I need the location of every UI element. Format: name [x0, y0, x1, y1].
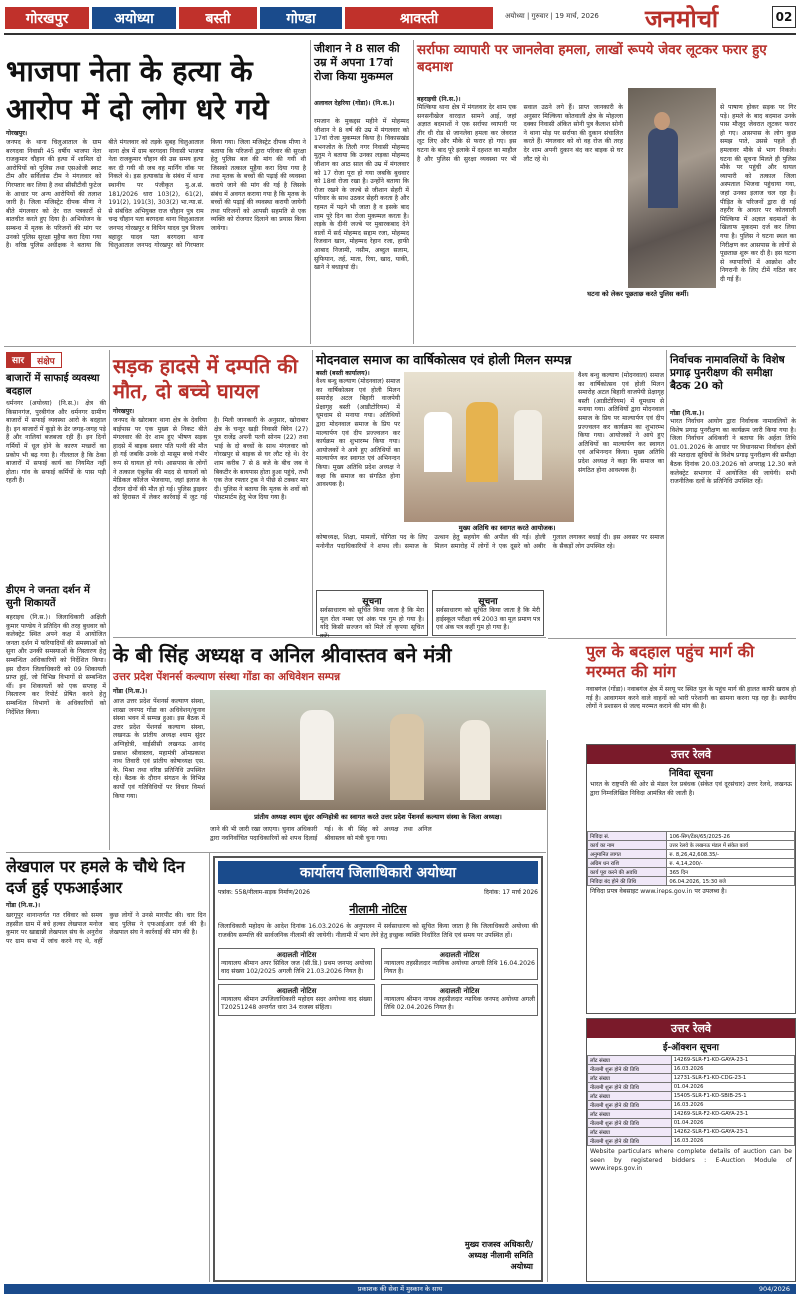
story5-photo [404, 372, 574, 522]
table-value: 14269-SLR-F1-KD-GAYA-23-1 [671, 1056, 794, 1065]
table-label: नीलामी शुरू होने की तिथि [588, 1101, 672, 1110]
table-value: 12731-SLR-F1-KD-CDG-23-1 [671, 1074, 794, 1083]
tab-shravasti: श्रावस्ती [344, 6, 494, 30]
story1-body: जनपद के थाना चिलुआताल के ग्राम बरगदवा निवासी 45 वर्षीय भाजपा नेता राजकुमार चौहान की हत्या में शामिल दो आरोपियों को पुलिस तथा एसओजी स्वाट टीम और सर्विलांस टीम ने मंगलवार को गिरफ्तार कर लिया है तथा सीसीटीवी फुटेज के आधार पर अन्य आरोपियों की तलाश जारी है। जिला मजिस्ट्रेट दीपक मीणा ने बीते मंगलवार को देर रात पत्रकारों से बातचीत करते हुए दिया है। अभियोजन के सम्बन्ध में मृतक के परिजनों की मांग पर उनको पुलिस सुरक्षा मुहैया करा दिया गया है। वरिष्ठ पुलिस अधीक्षक ने बताया कि बीते मंगलवार को तड़के सुबह चिलुआताल थाना क्षेत्र में ग्राम बरगदवा निवासी भाजपा नेता राजकुमार चौहान की उस समय हत्या कर दी गयी थी जब वह मार्निंग वॉक पर निकले थे। इस हत्याकांड के संबंध में थाना स्थानीय पर पंजीकृत मु.अ.सं. 181/2026 धारा 103(2), 61(2), 191(2), 191(3), 303(2) भा.न्या.सं. से संबंधित अभियुक्त राज चौहान पुत्र राम चन्द्र चौहान पता बरगदवा थाना चिलुआताल जनपद गोरखपुर व विपिन यादव पुत्र विजय बहादुर यादव पता बरगदवा थाना चिलुआताल जनपद गोरखपुर को गिरफ्तार किया गया। जिला मजिस्ट्रेट दीपक मीणा ने बताया कि परिजनों द्वारा परिवार की सुरक्षा हेतु पुलिस बल की मांग की गयी थी जिसको तत्काल मुहैया करा दिया गया है तथा मृतक के बच्चों की पढ़ाई की व्यवस्था कराये जाने की मांग की गई है जिसके संबंध में अवगत कराया गया है कि मृतक के बच्चों की पढ़ाई की व्यवस्था करायी जायेगी तथा परिजनों को आपसी सहमति से एक व्यक्ति को रोजगार दिलाने का प्रयास किया जायेगा। [6, 139, 306, 250]
tender1-footer: निविदा प्रपत्र वेबसाइट www.ireps.gov.in पर उपलब्ध है। [590, 888, 727, 895]
table-label: अनुमानित लागत [588, 850, 667, 859]
story5-dateline: बस्ती (बस्ती कार्यालय)। [316, 370, 370, 377]
footer-bar [4, 1284, 796, 1294]
story5-side: वैश्य बन्धु कल्याण (मोदनवाल) समाज का वार्षिकोत्सव एवं होली मिलन समारोह अटल बिहारी वाजपेयी प्रेक्षागृह बस्ती (आडीटोरियम) में धूमधाम से मनाया गया। अतिथियों द्वारा मोदनवाल समाज के प्रिय पर माल्यार्पण एवं दीप प्रज्ज्वलन कर कार्यक्रम का शुभारम्भ किया गया। आयोजकों ने आये हुए अतिथियों का माल्यार्पण कर स्वागत एवं अभिनन्दन किया। मुख्य अतिथि प्रदेश अध्यक्ष ने कहा कि समाज का संगठित होना आवश्यक है। [578, 372, 664, 474]
table-value: रु. 4,14,200/- [667, 859, 795, 868]
story6-dateline: गोंडा (नि.स.)। [670, 410, 705, 417]
table-label: निविदा सं. [588, 832, 667, 841]
table-row [588, 1074, 795, 1083]
tender1-intro: भारत के राष्ट्रपति की ओर से मंडल रेल प्रबंधक (संकेत एवं दूरसंचार) उत्तर रेलवे, लखनऊ द्वारा निम्नलिखित निविदा आमंत्रित की जाती है। [590, 781, 792, 797]
auction-notice [213, 856, 543, 1282]
table-value: 06.04.2026, 15:30 बजे [667, 877, 795, 886]
table-label: लॉट संख्या [588, 1110, 672, 1119]
sidebar-label [6, 352, 106, 368]
classified-title: अदालती नोटिस [439, 986, 480, 995]
story8-dateline: गोंडा (नि.स.)। [113, 688, 148, 695]
story2-body: रमजान के मुकद्दस महीने में मोहम्मद जीशान ने 8 वर्ष की उम्र में मंगलवार को 17वां रोजा मुकम्मल किया है। विकासखंड बभनजोत के तिलौ नगर निवासी मोहम्मद मुतुम ने बताया कि उनका लड़का मोहम्मद जीशान का आठ साल की उम्र में मंगलवार को 17 रोजा पूरा हो गया जबकि बुधवार को 18वां रोजा रखा है। उन्होंने बताया कि रोजा रखने के जज्बे से जीशान सेहरी में परिवार के साथ उठकर सेहरी करता है और रहमत में पढ़ने भी जाता है व इसके बाद शाम पूरे दिन का रोजा मुकम्मल करता है। लड़के के दीनी जज्बे पर मुबारकबाद देने वालों में सर्द मोहम्मद सद्दाम रजा, मोहम्मद रिजवान खान, मोहम्मद रेहान रजा, हाफी आबाद निजामी, नसीम, अब्दुल सलाम, सुफियान, तर्ह, माता, रिया, खाद, याकी, खाने ने बधाइयां दी। [314, 118, 409, 272]
classified-box [218, 948, 375, 980]
table-label: लॉट संख्या [588, 1092, 672, 1101]
tender2-title: ई-ऑक्शन सूचना [663, 1043, 719, 1053]
page-number: 02 [772, 6, 796, 28]
classified-box [381, 984, 538, 1016]
auction-sign3: अयोध्या [510, 1262, 533, 1271]
classified-box [381, 948, 538, 980]
classified-body: न्यायालय श्रीमान नायब तहसीलदार न्यायिक जनपद अयोध्या अगली तिथि 02.04.2026 नियत है। [384, 995, 535, 1012]
table-value: 16.03.2026 [671, 1101, 794, 1110]
tab-gonda: गोण्डा [259, 6, 343, 30]
table-row [588, 1110, 795, 1119]
classified-body: न्यायालय श्रीमान अपर सिविल जज (सी.डि.) प्रथम जनपद अयोध्या वाद संख्या 102/2025 अगली तिथि 21.03.2026 नियत है। [221, 959, 372, 976]
table-label: नीलामी शुरू होने की तिथि [588, 1065, 672, 1074]
table-row [588, 1083, 795, 1092]
story3-photo [628, 88, 716, 288]
sidebar-label-b: संक्षेप [30, 352, 62, 368]
table-row [588, 1137, 795, 1146]
story5-photo-caption: मुख्य अतिथि का स्वागत करते आयोजक। [440, 523, 574, 532]
story9-body: खरगूपुर थानान्तर्गत गत रविवार को समय तहसील ग्राम में बचे हल्का लेखपाल मनोज कुमार पर खाद्यान्नी लेखपाल संघ के अनुरोध पर ग्राम सभा में जांच करने गए थे, वहीं कुछ लोगों ने उनसे मारपीट की। चार दिन बाद पुलिस ने एफआईआर दर्ज की है। लेखपाल संघ ने कार्रवाई की मांग की है। [6, 912, 206, 945]
table-row [588, 832, 795, 841]
table-label: लॉट संख्या [588, 1128, 672, 1137]
auction-sign2: अध्यक्ष नीलामी समिति [468, 1251, 533, 1260]
table-row [588, 1065, 795, 1074]
auction-office: कार्यालय जिलाधिकारी अयोध्या [218, 861, 538, 884]
story3-dateline: बहराइची (नि.स.)। [417, 96, 461, 103]
story3-body-continued: से पाषाण होकर सड़क पर गिर पड़े। हमले के बाद बदमाश उनके पास मौजूद जेवरात लूटकर फरार हो गए। आसपास के लोग कुछ समझ पाते, उससे पहले ही हमलावर मौके से भाग निकले। घटना की सूचना मिलते ही पुलिस मौके पर पहुंची और घायल व्यापारी को तत्काल जिला अस्पताल भिजवा पहुंचाया गया, जहां उनका इलाज चल रहा है। पीड़ित के परिजनों द्वारा दी गई तहरीर के आधार पर कोतवाली मिल्किया में अज्ञात बदमाशों के खिलाफ मुकदमा दर्ज कर लिया गया है। पुलिस ने घटना स्थल का निरीक्षण कर आसपास के लोगों से पूछताछ शुरू कर दी है। इस घटना से व्यापारियों में आक्रोश और निगरानी के लिए टीमें गठित कर दी गई हैं। [720, 104, 796, 283]
tab-gorakhpur: गोरखपुर [4, 6, 90, 30]
table-row [588, 1056, 795, 1065]
story2-headline: जीशान ने 8 साल की उम्र में अपना 17वां रोजा किया मुकम्मल [314, 42, 400, 83]
notice-small-2-title: सूचना [478, 597, 498, 607]
auction-ref: पत्रांक: 558/नीलाम-सड़क निर्माण/2026 [218, 889, 310, 896]
classified-title: अदालती नोटिस [439, 951, 480, 960]
story3-body-bottom [417, 300, 797, 344]
table-label: निविदा बंद होने की तिथि [588, 877, 667, 886]
footer-text: प्रकाशक की सेवा में मुस्कान के साथ [357, 1285, 443, 1293]
story8-subhead: उत्तर प्रदेश पेंशनर्स कल्याण संस्था गोंडा का अधिवेशन सम्पन्न [113, 671, 341, 683]
tender1-header: उत्तर रेलवे [587, 745, 795, 764]
tender1-title: निविदा सूचना [668, 769, 714, 779]
story4-dateline: गोरखपुर। [113, 408, 135, 415]
story2-dateline: अलावल देहरिया (गोंडा)। (नि.स.)। [314, 100, 395, 107]
story3-headline: सर्राफा व्यापारी पर जानलेवा हमला, लाखों रूपये जेवर लूटकर फरार हुए बदमाश [417, 42, 767, 75]
story8-photo [210, 690, 546, 810]
notice-small-1-title: सूचना [362, 597, 382, 607]
story3-body: मिल्किया थाना क्षेत्र में मंगलवार देर शाम एक सनसनीखेज वारदात सामने आई, जहां अज्ञात बदमाशों ने एक सर्राफा व्यापारी पर तीर धी रोड से जानलेवा हमला कर जेवरात लूट लिए और मौके से फरार हो गए। इस घटना के बाद पूरे इलाके में दहशत का माहौल है और पुलिस की सुरक्षा व्यवस्था पर भी सवाल उठने लगे हैं। प्राप्त जानकारी के अनुसार मिल्किया कोतवाली क्षेत्र के मोहल्ला दक्का निवासी अंकित सोनी पुत्र कैलाश सोनी ने थाना मोड़ पर सर्राफा की दुकान संचालित करते हैं। मंगलवार को वो वह रोज की तरह देर शाम अपनी दुकान बंद कर बाइक से घर लौट रहे थे। [417, 104, 623, 163]
story8-headline: के बी सिंह अध्यक्ष व अनिल श्रीवास्तव बने मंत्री [113, 643, 452, 667]
story6-body: भारत निर्वाचन आयोग द्वारा निर्वाचक नामावलियों के विशेष प्रगाढ़ पुनरीक्षण का कार्यक्रम जारी किया गया है। जिला निर्वाचन अधिकारी ने बताया कि अर्हता तिथि 01.01.2026 के आधार पर विधानसभा निर्वाचन क्षेत्रों की मतदाता सूचियों के विशेष प्रगाढ़ पुनरीक्षण की समीक्षा बैठक दिनांक 20.03.2026 को अपराह्न 12.30 बजे कलेक्ट्रेट सभागार में आयोजित की जायेगी। सभी राजनीतिक दलों के प्रतिनिधि उपस्थित रहें। [670, 418, 796, 486]
auction-body: जिलाधिकारी महोदय के आदेश दिनांक 16.03.2026 के अनुपालन में सर्वसाधारण को सूचित किया जाता है कि जिलाधिकारी अयोध्या की राजकीय सम्पत्ति की सार्वजनिक नीलामी की जायेगी। नीलामी में भाग लेने हेतु इच्छुक व्यक्ति निर्धारित तिथि एवं समय पर उपस्थित हों। अदालती नोटिस न्यायालय श्रीमान अपर सिविल जज (सी.डि.) प्रथम जनपद अयोध्या वाद संख्या 102/2025 अगली तिथि 21.03.2026 नियत है। अदालती नोटिस न्यायालय श्रीमान उपजिलाधिकारी महोदय सदर अयोध्या वाद संख्या T20251248 अन्तर्गत धारा 34 राजस्व संहिता। अदालती नोटिस न्यायालय तहसीलदार न्यायिक अयोध्या अगली तिथि 16.04.2026 नियत है। अदालती नोटिस न्यायालय श्रीमान नायब तहसीलदार न्यायिक जनपद अयोध्या अगली तिथि 02.04.2026 नियत है। [218, 923, 538, 1223]
sidebar-item1-headline: बाजारों में साफाई व्यवस्था बदहाल [6, 373, 100, 397]
sidebar-item2-headline: डीएम ने जनता दर्शन में सुनी शिकायतें [6, 585, 90, 609]
tender2-table [587, 1055, 795, 1146]
classified-box [218, 984, 375, 1016]
sidebar-label-a: सार [6, 352, 30, 368]
table-row [588, 877, 795, 886]
tender2 [586, 1018, 796, 1282]
table-value: 01.04.2026 [671, 1083, 794, 1092]
table-value: 14269-SLR-F2-KD-GAYA-23-1 [671, 1110, 794, 1119]
auction-sign1: मुख्य राजस्व अधिकारी/ [464, 1240, 533, 1249]
tender1-table [587, 831, 795, 886]
table-value: 365 दिन [667, 868, 795, 877]
story8-body-continued: जाने की भी जारी रखा जाएगा। चुनाव अधिकारी द्वारा नवनिर्वाचित पदाधिकारियों को शपथ दिलाई गई। के बी सिंह को अध्यक्ष तथा अनिल श्रीवास्तव को मंत्री चुना गया। [210, 826, 432, 842]
table-label: नीलामी शुरू होने की तिथि [588, 1137, 672, 1146]
tender2-header: उत्तर रेलवे [587, 1019, 795, 1038]
classified-wrap [218, 948, 538, 1020]
table-value: 16.03.2026 [671, 1065, 794, 1074]
table-row [588, 859, 795, 868]
notice-small-1 [316, 590, 428, 636]
story4-body: जनपद के खोराबार थाना क्षेत्र के देवरिया बाईपास पर एक मुख्य से निकट बीते मंगलवार की देर शाम हुए भीषण सड़क हादसे में बाइक सवार पति पत्नी की मौत हो गई जबकि उनके दो मासूम बच्चे गंभीर रूप से घायल हो गये। आसपास के लोगों ने तत्काल एंबुलेंस की मदद से घायलों को मेडिकल कॉलेज भेजवाया, जहां इलाज के दौरान दोनों की मौत हो गई। पुलिस ड्राइवर को हिरासत में लेकर कार्रवाई में जुट गई है। मिली जानकारी के अनुसार, खोराबार क्षेत्र के चन्दुर खड़ी निवासी बिरेन (27) पुत्र राजेंद्र अपनी पत्नी सोनम (22) तथा भाई के दो बच्चों के साथ मंगलवार को गोरखपुर से बाइक से घर लौट रहे थे। देर शाम करीब 7 से 8 बजे के बीच जब वे बिकटीर के बायपास होता हुआ पहुंचे, तभी एक तेज रफ्तार ट्रक ने पीछे से टक्कर मार दी। पुलिस ने बताया कि मृतक के शवों को पोस्टमार्टम हेतु भेज दिया गया है। [113, 417, 308, 502]
dateline: अयोध्या | गुरुवार | 19 मार्च, 2026 [505, 12, 599, 20]
classified-title: अदालती नोटिस [276, 986, 317, 995]
sidebar-item2-body: बहराइच (नि.स.)। जिलाधिकारी अक्षिती कुमार पाण्डेय ने प्रतिदिन की तरह बुधवार को कलेक्ट्रेट स्थित अपने कक्ष में आयोजित जनता दर्शन में फरियादियों की समस्याओं को सुना और उनकी समस्याओं के निस्तारण हेतु सम्बन्धित अधिकारियों को निर्देशित किया। इस दौरान जिलाधिकारी को 09 शिकायती प्राप्त हुई, जो विभिन्न विभागों से सम्बन्धित थीं। इन शिकायतों को एक सप्ताह में निस्तारण कर रिपोर्ट प्रेषित करने हेतु सम्बन्धित विभागों के अधिकारियों को निर्देशित किया। [6, 614, 106, 716]
story1-headline: भाजपा नेता के हत्या के आरोप में दो लोग धरे गये [6, 54, 269, 126]
story8-body: आज उत्तर प्रदेश पेंशनर्स कल्याण संस्था, शाखा जनपद गोंडा का अधिवेशन/चुनाव संस्था भवन में सम्पन्न हुआ। इस बैठक में उत्तर प्रदेश पेंशनर्स कल्याण संस्था, लखनऊ के प्रांतीय अध्यक्ष श्याम सुंदर अग्निहोत्री, वाईसीसी लखनऊ आनंद प्रकाश श्रीवास्तव, महामंत्री ओमप्रकाश नाथ तिवारी एवं प्रांतीय कोषाध्यक्ष एस. के. मिश्रा तथा वरिष्ठ प्रतिनिधि उपस्थित रहे। बैठक के दौरान संगठन के विभिन्न कार्यों एवं गतिविधियों पर विचार विमर्श किया गया। [113, 698, 205, 800]
table-label: अग्रिम धन राशि [588, 859, 667, 868]
auction-title: नीलामी नोटिस [349, 903, 407, 916]
classified-body: न्यायालय श्रीमान उपजिलाधिकारी महोदय सदर अयोध्या वाद संख्या T20251248 अन्तर्गत धारा 34 राजस्व संहिता। [221, 995, 372, 1012]
auction-date: दिनांक: 17 मार्च 2026 [484, 889, 538, 896]
story8-photo-caption: प्रांतीय अध्यक्ष श्याम सुंदर अग्निहोत्री का स्वागत करते उत्तर प्रदेश पेंशनर्स कल्याण संस्था के जिला अध्यक्ष। [210, 812, 546, 821]
tender2-footer: Website particulars where complete details of auction can be seen by registered bidders : E-Auction Module of www.ireps.gov.in [590, 1148, 792, 1173]
table-value: 15405-SLR-F1-KD-SBIB-25-1 [671, 1092, 794, 1101]
story9-dateline: गोंडा (नि.स.)। [6, 902, 41, 909]
table-row [588, 1092, 795, 1101]
table-row [588, 868, 795, 877]
story7-headline: पुल के बदहाल पहुंच मार्ग की मरम्मत की मांग [586, 642, 755, 681]
story6-headline: निर्वाचक नामावलियों के विशेष प्रगाढ़ पुनरीक्षण की समीक्षा बैठक 20 को [670, 354, 785, 392]
table-label: कार्य पूरा करने की अवधि [588, 868, 667, 877]
table-value: 14262-SLR-F1-KD-GAYA-23-1 [671, 1128, 794, 1137]
tab-basti: बस्ती [178, 6, 258, 30]
table-label: कार्य का नाम [588, 841, 667, 850]
notice-small-2 [432, 590, 544, 636]
story5-headline: मोदनवाल समाज का वार्षिकोत्सव एवं होली मिलन सम्पन्न [316, 352, 572, 367]
tab-ayodhya: अयोध्या [91, 6, 177, 30]
sidebar-item1-body: धर्मनगर (अयोध्या) (नि.स.)। क्षेत्र की किसानगंज, पुरबीगंज और धर्मनगर ग्रामीण बाजारों में सफाई व्यवस्था आरो के बदहाल है। इन बाजारों में कूड़ो के ढेर जगह-जगह पड़े हैं और नालियां बजबजा रही हैं। इन दिनों गर्मियों में धूल होने के कारण मच्छरों का प्रकोप भी बढ़ गया है। नीलताल है कि ठेका बाजारों में सफाई कार्य का नियमित नहीं होता। गांव के सफाई कर्मियों के पास पड़ी रहती है। [6, 400, 106, 485]
notice-small-1-body: सर्वसाधारण को सूचित किया जाता है कि मेरा मूल रोल नम्बर एवं अंक पत्र गुम हो गया है। यदि किसी सज्जन को मिले तो कृपया सूचित [320, 607, 424, 632]
table-row [588, 841, 795, 850]
story4-headline: सड़क हादसे में दम्पति की मौत, दो बच्चे घायल [113, 354, 298, 403]
footer-code: 904/2026 [758, 1285, 790, 1293]
classified-body: न्यायालय तहसीलदार न्यायिक अयोध्या अगली तिथि 16.04.2026 नियत है। [384, 959, 535, 976]
table-value: 01.04.2026 [671, 1119, 794, 1128]
table-label: नीलामी शुरू होने की तिथि [588, 1083, 672, 1092]
story5-body-continued: कोषाध्यक्ष, शिक्षा, मामलों, योगिता पद के लिए मनोनीत पदाधिकारियों ने शपथ ली। समाज के उत्थान हेतु सहयोग की अपील की गई। होली मिलन समारोह में लोगों ने एक दूसरे को अबीर गुलाल लगाकर बधाई दी। इस अवसर पर समाज के सैकड़ों लोग उपस्थित रहे। [316, 534, 664, 550]
classified-1 [319, 640, 325, 646]
table-value: 16.03.2026 [671, 1137, 794, 1146]
table-value: 106-सिग/टेंडर/65/2025-26 [667, 832, 795, 841]
table-label: लॉट संख्या [588, 1074, 672, 1083]
table-row [588, 1119, 795, 1128]
notice-small-2-body: सर्वसाधारण को सूचित किया जाता है कि मेरी हाईस्कूल परीक्षा वर्ष 2003 का मूल प्रमाण पत्र एवं अंक पत्र कहीं गुम हो गया है। [436, 607, 540, 632]
story1-dateline: गोरखपुर। [6, 130, 28, 137]
table-label: लॉट संख्या [588, 1056, 672, 1065]
table-row [588, 850, 795, 859]
table-value: उत्तर रेलवे के लखनऊ मंडल में संकेत कार्य [667, 841, 795, 850]
classified-title: अदालती नोटिस [276, 951, 317, 960]
table-value: रु. 8,26,42,608.35/- [667, 850, 795, 859]
story5-body: वैश्य बन्धु कल्याण (मोदनवाल) समाज का वार्षिकोत्सव एवं होली मिलन समारोह अटल बिहारी वाजपेयी प्रेक्षागृह बस्ती (आडीटोरियम) में धूमधाम से मनाया गया। अतिथियों द्वारा मोदनवाल समाज के प्रिय पर माल्यार्पण एवं दीप प्रज्ज्वलन कर कार्यक्रम का शुभारम्भ किया गया। आयोजकों ने आये हुए अतिथियों का माल्यार्पण कर स्वागत एवं अभिनन्दन किया। मुख्य अतिथि प्रदेश अध्यक्ष ने कहा कि समाज का संगठित होना आवश्यक है। [316, 378, 400, 489]
table-label: नीलामी शुरू होने की तिथि [588, 1119, 672, 1128]
story3-photo-caption: घटना को लेकर पूछताछ करते पुलिस कर्मी। [560, 289, 716, 298]
table-row [588, 1128, 795, 1137]
paper-name: जनमोर्चा [645, 4, 719, 33]
tender1 [586, 744, 796, 1014]
story9-headline: लेखपाल पर हमले के चौथे दिन दर्ज हुई एफआईआर [6, 857, 185, 897]
classified-stack [551, 744, 583, 1282]
story7-body: नवाबगंज (गोंडा)। नवाबगंज क्षेत्र में सरयू पर स्थित पुल के पहुंच मार्ग की हालत काफी खराब हो गई है। आवागमन करने वाले वाहनों को भारी परेशानी का सामना करना पड़ रहा है। स्थानीय लोगों ने प्रशासन से जल्द मरम्मत कराने की मांग की है। [586, 686, 796, 711]
table-row [588, 1101, 795, 1110]
